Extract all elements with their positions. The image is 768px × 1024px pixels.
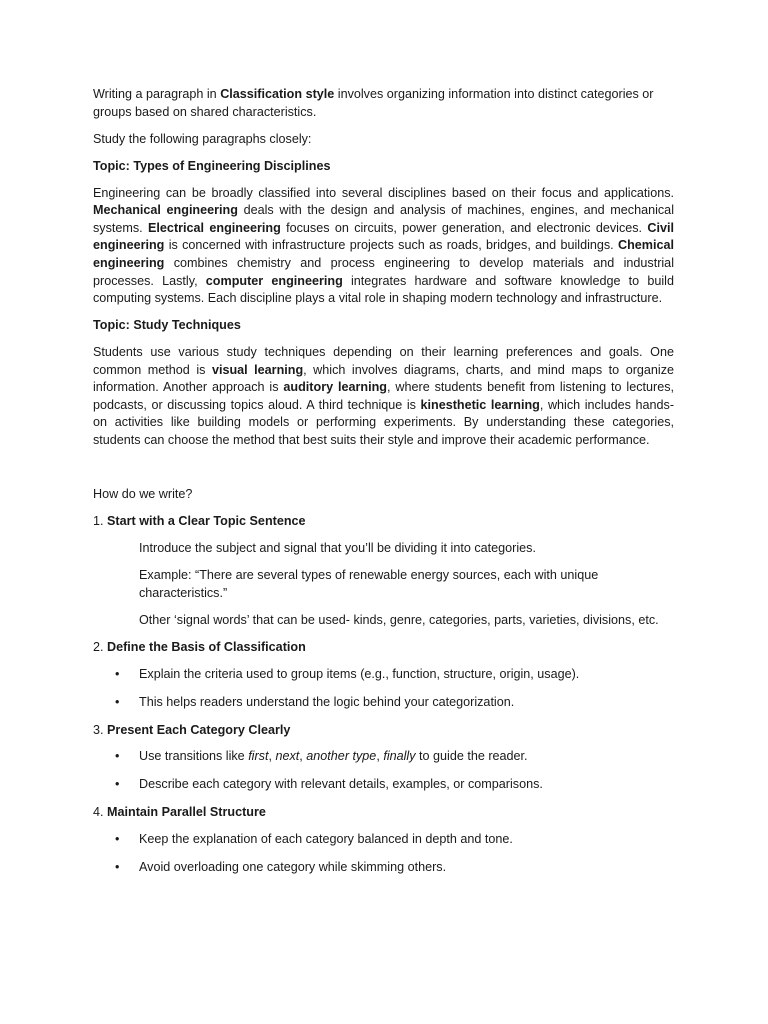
intro-bold: Classification style <box>220 87 335 101</box>
step-title: Present Each Category Clearly <box>107 722 291 737</box>
topic-engineering-heading: Topic: Types of Engineering Disciplines <box>93 158 331 173</box>
how-question: How do we write? <box>93 487 193 502</box>
list-item <box>93 694 674 712</box>
transition-word: first <box>248 749 269 764</box>
term-kinesthetic: kinesthetic learning <box>420 397 540 412</box>
step-1-heading <box>93 513 674 531</box>
step-1-example: Example: “There are several types of renewable energy sources, each with unique characteristics.” <box>139 567 599 600</box>
study-paragraph <box>93 344 674 450</box>
bullet-icon: • <box>115 832 120 847</box>
step-title: Define the Basis of Classification <box>107 639 306 654</box>
list-item-text: Explain the criteria used to group items (e.g., function, structure, origin, usage). <box>139 666 580 681</box>
step-number: 1. <box>93 514 108 529</box>
term-electrical: Electrical engineering <box>148 220 281 235</box>
study-text: , which involves diagrams, charts, and mind maps to organize information. Another approach is <box>93 362 675 395</box>
engineering-text: Engineering can be broadly classified into several disciplines based on their focus and applications. <box>93 185 674 200</box>
step-title: Maintain Parallel Structure <box>107 805 266 820</box>
step-title: Start with a Clear Topic Sentence <box>107 514 306 529</box>
engineering-text: integrates hardware and software knowledge to build computing systems. Each discipline plays a vital role in shaping modern technology and infrastructure. <box>93 273 674 306</box>
list-item-text: This helps readers understand the logic behind your categorization. <box>139 694 515 709</box>
separator: , <box>299 749 307 764</box>
engineering-text: deals with the design and analysis of machines, engines, and mechanical systems. <box>93 203 674 235</box>
bullet-icon: • <box>115 666 120 681</box>
term-visual: visual learning <box>211 362 304 377</box>
step-3-heading <box>93 722 674 740</box>
list-item-text <box>139 749 528 763</box>
document-page <box>93 86 674 887</box>
study-text: Students use various study techniques depending on their learning preferences and goals. One common method is <box>93 345 674 377</box>
transition-text: Use transitions like <box>139 749 249 764</box>
term-civil: Civil engineering <box>93 220 674 253</box>
step-number: 3. <box>93 722 108 737</box>
study-line: Study the following paragraphs closely: <box>93 131 312 146</box>
bullet-icon: • <box>115 860 120 875</box>
step-1-line: Introduce the subject and signal that you’ll be dividing it into categories. <box>139 541 536 555</box>
list-item <box>93 776 674 794</box>
intro-paragraph <box>93 86 674 121</box>
topic-study-heading: Topic: Study Techniques <box>93 318 241 333</box>
term-mechanical: Mechanical engineering <box>93 203 238 218</box>
term-computer: computer engineering <box>205 273 343 288</box>
bullet-icon: • <box>115 694 120 709</box>
step-1-signal-words: Other ‘signal words’ that can be used- kinds, genre, categories, parts, varieties, divisions, etc. <box>139 612 659 627</box>
list-item <box>93 666 674 684</box>
transition-word: finally <box>383 749 416 764</box>
engineering-text: combines chemistry and process engineering to develop materials and industrial processes. Lastly, <box>93 255 674 288</box>
list-item <box>93 748 674 766</box>
step-4-heading <box>93 804 674 822</box>
term-chemical: Chemical engineering <box>93 238 674 270</box>
term-auditory: auditory learning <box>283 380 387 395</box>
engineering-paragraph <box>93 185 674 308</box>
separator: , <box>268 749 276 764</box>
list-item <box>93 831 674 849</box>
step-number: 4. <box>93 805 108 820</box>
intro-text: Writing a paragraph in <box>93 87 221 101</box>
transition-word: another type <box>306 749 377 764</box>
separator: , <box>376 749 384 764</box>
intro-text-end: involves organizing information into distinct categories or groups based on shared characteristics. <box>93 87 654 119</box>
list-item-text: Avoid overloading one category while skimming others. <box>139 860 447 875</box>
spacer <box>93 459 674 486</box>
study-text: , which includes hands-on activities like building models or performing experiments. By understanding these categories, students can choose the method that best suits their style and improve their academic performance. <box>93 397 675 448</box>
transition-word: next <box>275 749 300 764</box>
bullet-icon: • <box>115 777 120 792</box>
engineering-text: focuses on circuits, power generation, and electronic devices. <box>280 220 648 235</box>
engineering-text: is concerned with infrastructure projects such as roads, bridges, and buildings. <box>164 238 618 253</box>
list-item <box>93 859 674 877</box>
transition-text: to guide the reader. <box>415 749 528 764</box>
step-number: 2. <box>93 639 108 654</box>
list-item-text: Keep the explanation of each category balanced in depth and tone. <box>139 832 513 847</box>
study-text: , where students benefit from listening to lectures, podcasts, or discussing topics aloud. A third technique is <box>93 380 674 412</box>
step-2-heading <box>93 639 674 657</box>
list-item-text: Describe each category with relevant details, examples, or comparisons. <box>139 777 543 792</box>
bullet-icon: • <box>115 749 120 764</box>
